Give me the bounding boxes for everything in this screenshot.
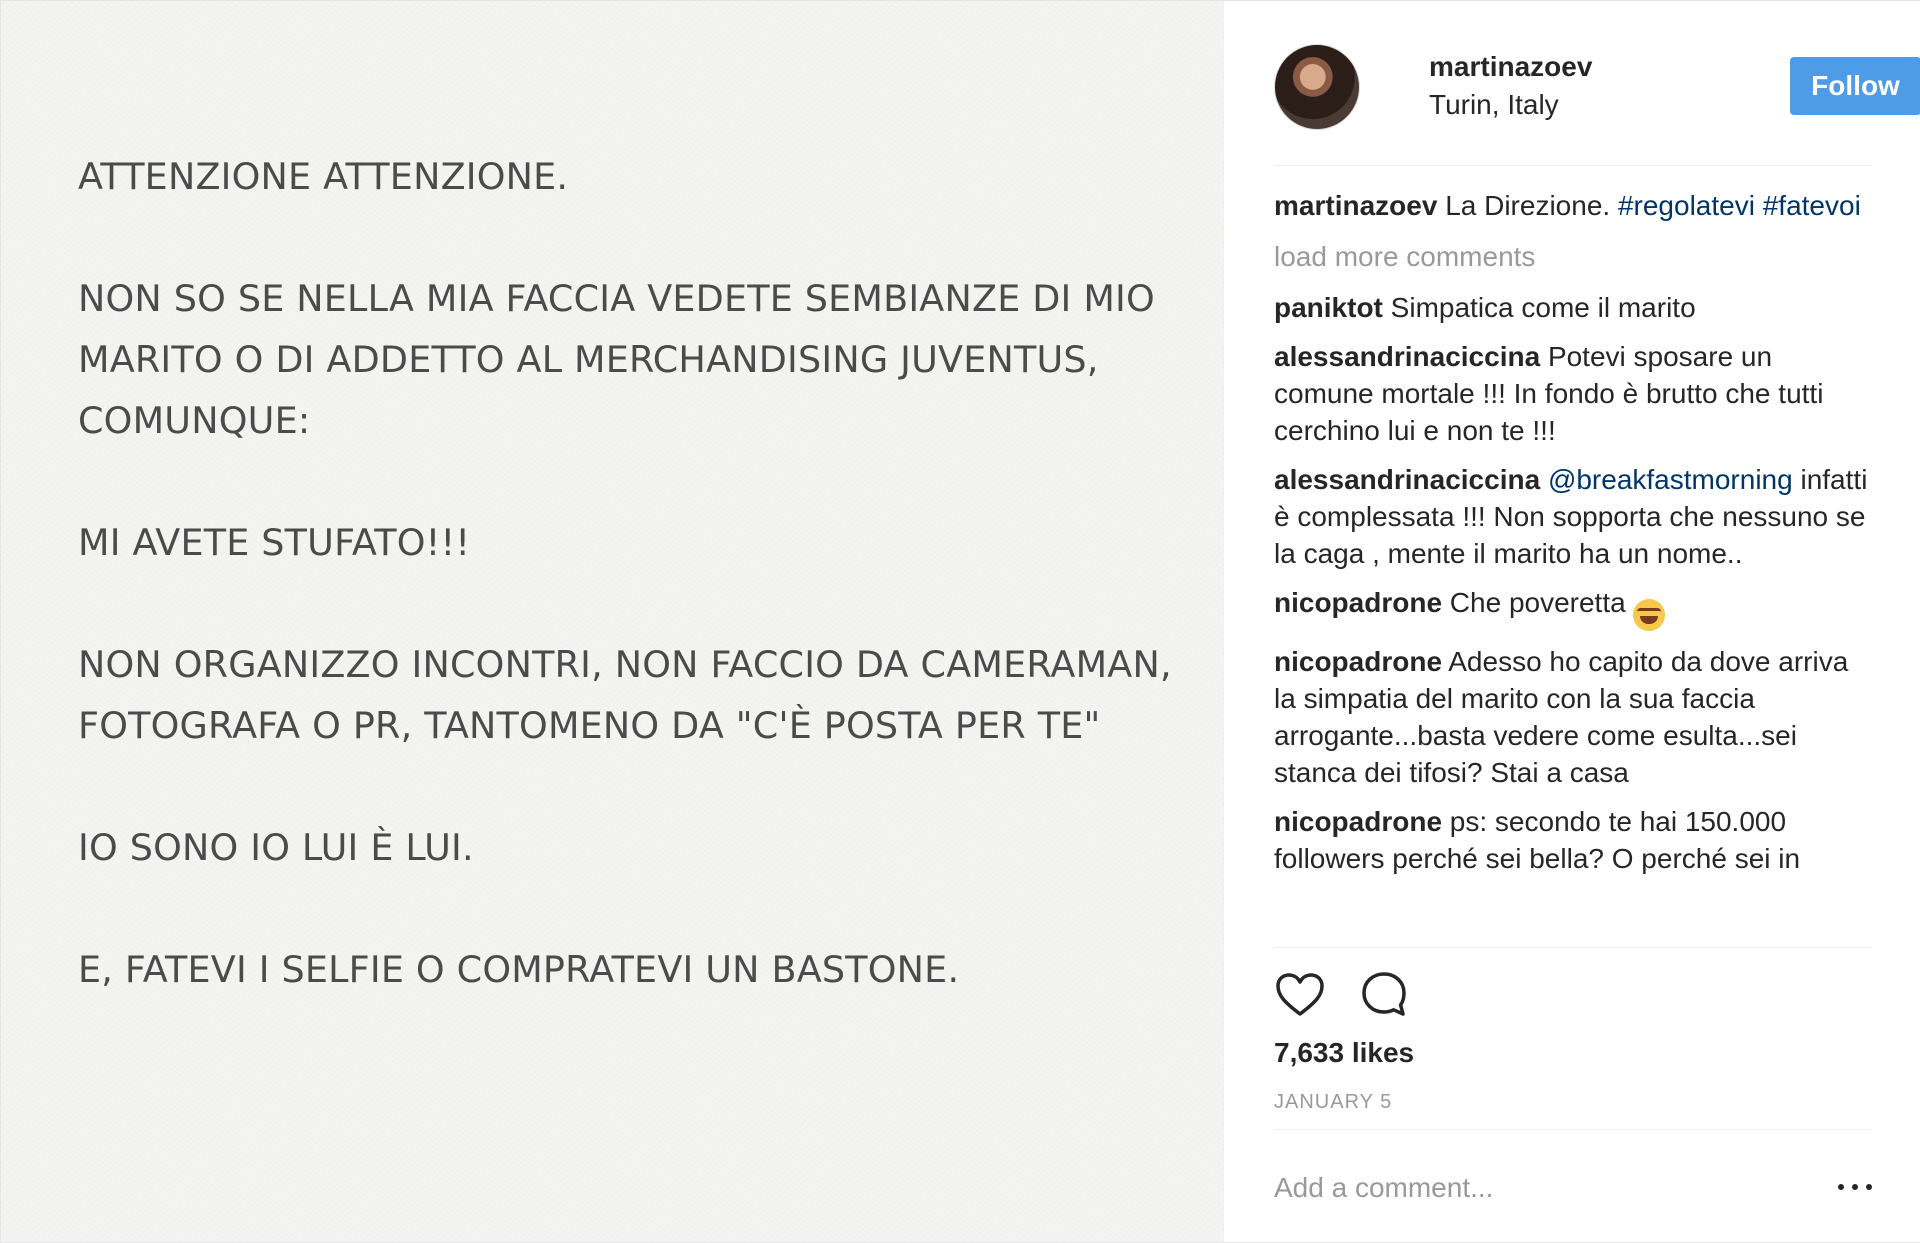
more-options-icon [1852,1184,1858,1190]
header-location[interactable]: Turin, Italy [1429,89,1559,120]
laughing-tears-emoji-icon [1633,599,1665,631]
comment-username[interactable]: nicopadrone [1274,806,1443,837]
divider [1274,1129,1872,1130]
post-actions [1274,969,1872,1029]
comment-text: Simpatica come il marito [1390,292,1696,323]
more-options-icon [1838,1184,1844,1190]
post-header [1274,41,1900,166]
load-more-comments-link[interactable]: load more comments [1274,241,1536,272]
comment-item [1274,803,1872,877]
header-username[interactable]: martinazoev [1429,51,1593,82]
likes-count[interactable]: 7,633 likes [1274,1037,1415,1068]
caption-text: La Direzione. [1445,190,1611,221]
like-button[interactable] [1274,969,1326,1021]
comment-item [1274,338,1872,449]
comment-item [1274,584,1872,631]
image-text-line: NON SO SE NELLA MIA FACCIA VEDETE SEMBIANZE DI MIO MARITO O DI ADDETTO AL MERCHANDISING JUVENTUS, COMUNQUE: [78,277,1155,442]
comment-username[interactable]: alessandrinaciccina [1274,341,1541,372]
add-comment-input[interactable] [1274,1166,1794,1210]
caption-username[interactable]: martinazoev [1274,190,1438,221]
heart-icon [1274,969,1326,1021]
comment-username[interactable]: alessandrinaciccina [1274,464,1541,495]
comment-username[interactable]: nicopadrone [1274,646,1443,677]
post-date[interactable]: JANUARY 5 [1274,1091,1393,1113]
caption [1274,187,1872,224]
comment-username[interactable]: nicopadrone [1274,587,1443,618]
follow-button[interactable]: Follow [1790,57,1920,115]
comment-text: infatti è complessata !!! Non sopporta che nessuno se la caga , mente il marito ha un nome.. [1274,464,1868,569]
comment-item [1274,643,1872,791]
comment-button[interactable] [1358,969,1410,1021]
image-text-line: MI AVETE STUFATO!!! [78,521,471,564]
comment-text: Potevi sposare un comune mortale !!! In fondo è brutto che tutti cerchino lui e non te !!! [1274,341,1824,446]
post-image-text [78,146,1188,1000]
hashtag-link[interactable]: #regolatevi [1617,190,1755,221]
image-text-line: IO SONO IO LUI È LUI. [78,826,474,869]
comment-item [1274,461,1872,572]
comment-text: Adesso ho capito da dove arriva la simpatia del marito con la sua faccia arrogante...basta vedere come esulta...sei stanca dei tifosi? Stai a casa [1274,646,1849,788]
image-text-line: NON ORGANIZZO INCONTRI, NON FACCIO DA CAMERAMAN, FOTOGRAFA O PR, TANTOMENO DA "C'È POSTA PER TE" [78,643,1172,747]
more-options-icon [1866,1184,1872,1190]
comment-text: Che poveretta [1449,587,1626,618]
post-image[interactable] [1,1,1223,1242]
user-avatar[interactable] [1274,44,1360,130]
hashtag-link[interactable]: #fatevoi [1762,190,1861,221]
more-options-button[interactable] [1838,1177,1872,1197]
image-text-line: E, FATEVI I SELFIE O COMPRATEVI UN BASTONE. [78,948,960,991]
comment-item [1274,289,1872,326]
comments-list[interactable] [1274,187,1872,948]
comment-text: ps: secondo te hai 150.000 followers perché sei bella? O perché sei in [1274,806,1801,874]
mention-link[interactable]: @breakfastmorning [1547,464,1793,495]
image-text-line: ATTENZIONE ATTENZIONE. [78,155,569,198]
comment-username[interactable]: paniktot [1274,292,1383,323]
post-sidebar [1223,1,1920,1242]
comment-bubble-icon [1358,969,1410,1021]
